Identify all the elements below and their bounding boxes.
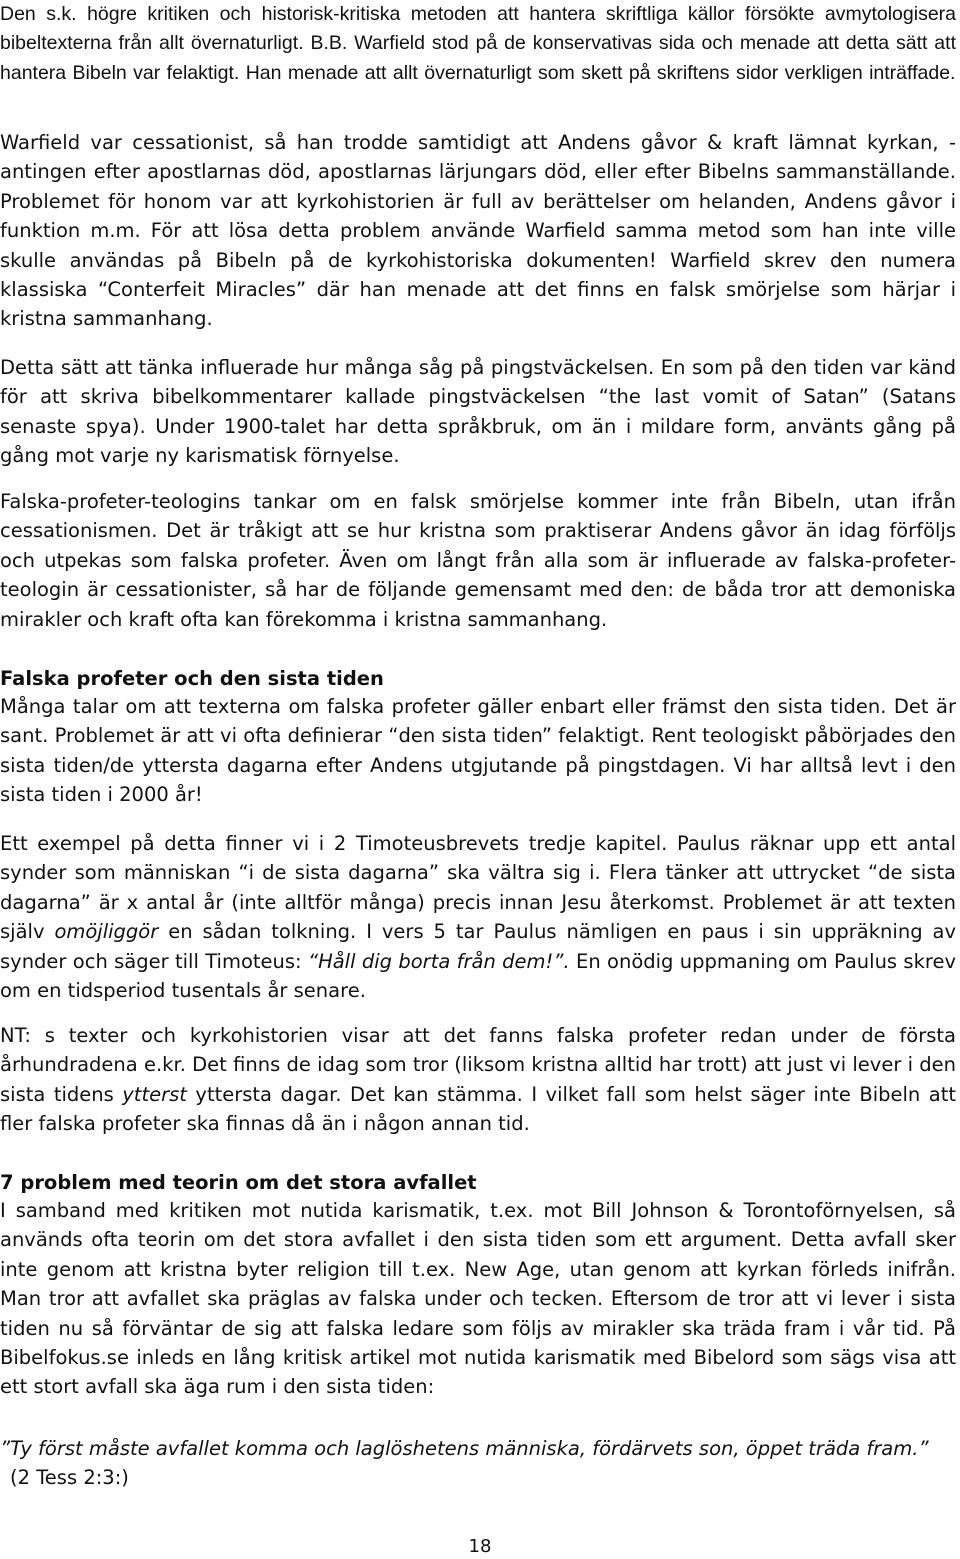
heading-false-prophets-last-days: Falska profeter och den sista tiden	[0, 667, 384, 690]
paragraph-false-prophet-theology: Falska-profeter-teologins tankar om en falsk smörjelse kommer inte från Bibeln, utan ifrån cessationismen. Det är tråkigt att se hur kristna som praktiserar Andens gåvor än idag förföljs och utpekas som falska profeter. Även om långt från alla som är influerade av falska-profeter-teologin är cessationister, så har de följande gemensamt med den: de båda tror att demoniska mirakler och kraft ofta kan förekomma i kristna sammanhang.	[0, 490, 956, 631]
bible-reference: (2 Tess 2:3:)	[10, 1466, 129, 1489]
emphasis-text: omöjliggör	[54, 920, 159, 944]
paragraph-text: En onödig uppmaning om Paulus skrev om en tidsperiod tusentals år senare.	[0, 949, 957, 1003]
paragraph-last-days: Många talar om att texterna om falska profeter gäller enbart eller främst den sista tiden. Det är sant. Problemet är att vi ofta definierar “den sista tiden” felaktigt. Rent teologiskt påbörjades den sista tiden/de yttersta dagarna efter Andens utgjutande på pingstdagen. Vi har alltså levt i den sista tiden i 2000 år!	[0, 695, 956, 807]
paragraph-pentecostal-revival: Detta sätt att tänka influerade hur många såg på pingstväckelsen. En som på den tiden var känd för att skriva bibelkommentarer kallade pingstväckelsen “the last vomit of Satan” (Satans senaste spya). Under 1900-talet har detta språkbruk, om än i mildare form, använts gång på gång mot varje ny karismatisk förnyelse.	[0, 356, 956, 468]
heading-seven-problems: 7 problem med teorin om det stora avfallet	[0, 1171, 477, 1194]
paragraph-cessationism: Warfield var cessationist, så han trodde samtidigt att Andens gåvor & kraft lämnat kyrkan, - antingen efter apostlarnas död, apostlarnas lärjungars död, eller efter Bibelns sammanställande. Problemet för honom var att kyrkohistorien är full av berättelser om helanden, Andens gåvor i funktion m.m. För att lösa detta problem använde Warfield samma metod som han inte ville skulle användas på Bibeln på de kyrkohistoriska dokumenten! Warfield skrev den numera klassiska “Conterfeit Miracles” där han menade att det finns en falsk smörjelse som härjar i kristna sammanhang.	[0, 131, 956, 331]
quoted-verse: “Håll dig borta från dem!”.	[307, 949, 570, 973]
paragraph-timothy-example	[0, 829, 956, 1005]
paragraph-text: yttersta dagar. Det kan stämma. I vilket fall som helst säger inte Bibeln att fler falska profeter ska finnas då än i någon annan tid.	[0, 1082, 956, 1136]
paragraph-higher-criticism: Den s.k. högre kritiken och historisk-kritiska metoden att hantera skriftliga källor försökte avmytologisera bibeltexterna från allt övernaturligt. B.B. Warfield stod på de konservativas sida och menade att detta sätt att hantera Bibeln var felaktigt. Han menade att allt övernaturligt som skett på skriftens sidor verkligen inträffade.	[0, 3, 956, 84]
bible-quote: ”Ty först måste avfallet komma och laglöshetens människa, fördärvets son, öppet träda fram.”	[0, 1437, 929, 1460]
paragraph-text: en sådan tolkning. I vers 5 tar Paulus nämligen en paus i sin uppräkning av synder och säger till Timoteus:	[0, 920, 956, 973]
paragraph-text: NT: s texter och kyrkohistorien visar att det fanns falska profeter redan under de första århundradena e.kr. Det finns de idag som tror (liksom kristna alltid har trott) att just vi lever i den sista tidens	[0, 1024, 956, 1106]
page-number: 18	[468, 1536, 492, 1557]
paragraph-great-apostasy: I samband med kritiken mot nutida karismatik, t.ex. mot Bill Johnson & Torontoförnyelsen, så används ofta teorin om det stora avfallet i den sista tiden som ett argument. Detta avfall sker inte genom att kristna byter religion till t.ex. New Age, utan genom att kyrkan förleds inifrån. Man tror att avfallet ska präglas av falska under och tecken. Eftersom de tror att vi lever i sista tiden nu så förväntar de sig att falska ledare som följs av mirakler ska träda fram i vår tid. På Bibelfokus.se inleds en lång kritisk artikel mot nutida karismatik med Bibelord som sägs visa att ett stort avfall ska äga rum i den sista tiden:	[0, 1199, 956, 1399]
paragraph-nt-church-history	[0, 1021, 956, 1139]
paragraph-text: Ett exempel på detta finner vi i 2 Timoteusbrevets tredje kapitel. Paulus räknar upp ett antal synder som människan “i de sista dagarna” ska vältra sig i. Flera tänker att uttrycket “de sista dagarna” är x antal år (inte alltför många) precis innan Jesu återkomst. Problemet är att texten själv	[0, 832, 956, 944]
emphasis-text: ytterst	[122, 1082, 187, 1106]
